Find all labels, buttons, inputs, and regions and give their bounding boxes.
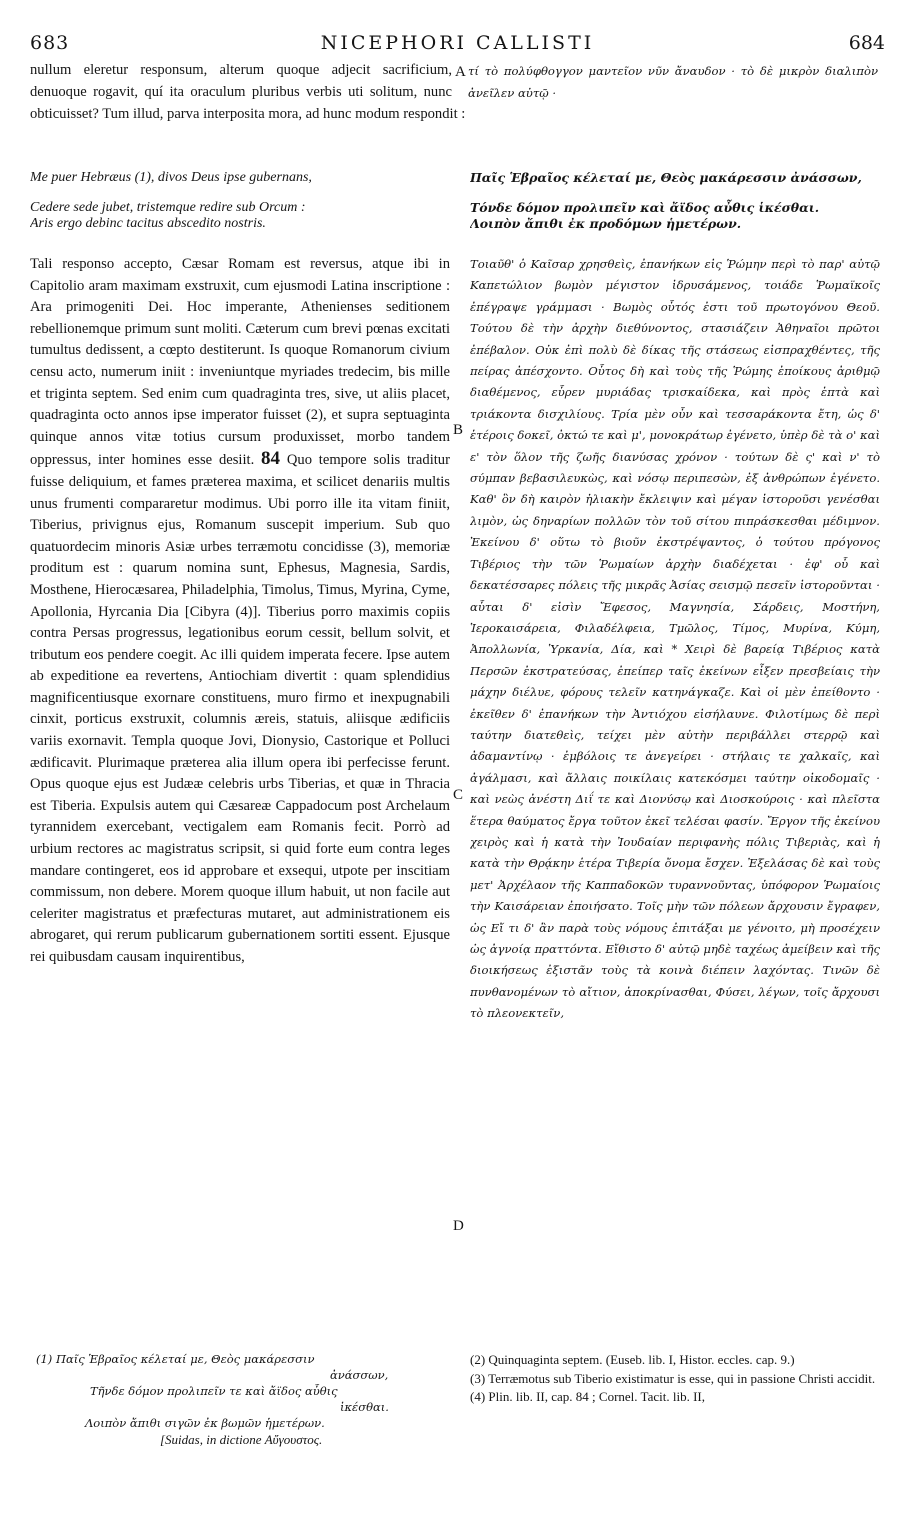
verse-greek-line: Τόνδε δόμον προλιπεῖν καὶ ἄϊδος αὖθις ἱκέσθαι. (470, 200, 820, 215)
footnote-line: ἱκέσθαι. (340, 1400, 389, 1414)
intro-latin: nullum eleretur responsum, alterum quoque adjecit sacrificium, denuoque rogavit, quí ita oraculum pluribus verbis uti solitum, nunc (30, 62, 452, 100)
verse-greek (470, 170, 880, 240)
verse-greek-line: Παῖς Ἑβραῖος κέλεταί με, Θεὸς μακάρεσσιν ἀνάσσων, (470, 170, 862, 185)
verse-latin (30, 170, 450, 240)
footnote-line: (1) Παῖς Ἑβραῖος κέλεταί με, Θεὸς μακάρεσσιν (36, 1352, 315, 1366)
footnote-line: Λοιπὸν ἄπιθι σιγῶν ἐκ βωμῶν ἡμετέρων. (85, 1416, 325, 1430)
footnote-line: ἀνάσσων, (330, 1368, 389, 1382)
margin-marker-a: A (455, 64, 466, 80)
latin-column (30, 254, 450, 1338)
latin-paragraph: Tali responso accepto, Cæsar Romam est reversus, atque ibi in Capitolio aram maximam exstruxit, cum ejusmodi Latina inscriptione : Ara primogeniti Dei. Hoc imperante, Athenienses seditionem rebellionemque primum sunt moliti. Cæterum cum brevi pœnas excitati tumultus dedissent, a cœpto destiterunt. Is quoque Romanorum civium censu acto, numerum iniit : inveniuntque myriades tredecim, bis mille et triginta septem. Sed enim cum quadraginta tres, sive, ut aliis placet, quadraginta octo annos ipse imperator fuisset (2), et supra septuaginta quinque annos vitæ totius cursum produxisset, morbo tandem oppressus, inter homines esse desiit. (30, 256, 450, 469)
section-number: 84 (261, 448, 281, 470)
footnote-1 (30, 1350, 450, 1462)
running-header (30, 30, 885, 56)
margin-marker-c: C (453, 787, 464, 803)
greek-column: Τοιαῦθ' ὁ Καῖσαρ χρησθεὶς, ἐπανήκων εἰς Ῥώμην περὶ τὸ παρ' αὐτῷ Καπετώλιον βωμὸν μέγιστον ἱδρυσάμενος, τοιάδε Ῥωμαϊκοῖς ἐπέγραψε γράμμασι · Βωμὸς οὗτός ἐστι τοῦ πρωτογόνου Θεοῦ. Τούτου δὲ τὴν ἀρχὴν διεθύνοντος, στασιάζειν Ἀθηναῖοι πρῶτοι ἐπέβαλον. Οὐκ ἐπὶ πολὺ δὲ δίκας τῆς στάσεως εἰσπραχθέντες, τῆς πείρας ἀπέσχοντο. Οὗτος δὴ καὶ τοὺς τῆς Ῥώμης ἐποίκους ἀριθμῷ διαθέμενος, εὗρεν μυριάδας τρισκαίδεκα, καὶ πρὸς ἑπτὰ καὶ τριάκοντα δισχιλίους. Τρία μὲν οὖν καὶ τεσσαράκοντα ἔτη, ὡς δ' ἑτέροις δοκεῖ, ὀκτώ τε καὶ μ', μονοκράτωρ ἐγένετο, ὑπὲρ δὲ τὰ ο' καὶ ε' τὸν ὅλον τῆς ζωῆς διανύσας χρόνον · τούτων δὲ ς' καὶ ν' τὸ σύμπαν βεβασιλευκὼς, καὶ νόσῳ περιπεσὼν, ἐξ ἀνθρώπων ἐγένετο. Καθ' ὃν δὴ καιρὸν ἡλιακὴν ἔκλειψιν καὶ μέγαν ἱστοροῦσι γενέσθαι λιμὸν, ὡς δηναρίων πολλῶν τὸν τοῦ σίτου πιπράσκεσθαι μέδιμνον. Ἐκείνου δ' οὕτω τὸ βιοῦν ἐκστρέψαντος, ὁ τούτου πρόγονος Τιβέριος τὴν τῶν Ῥωμαίων ἀρχὴν διαδέχεται · ἐφ' οὗ καὶ δεκατέσσαρες πόλεις τῆς μικρᾶς Ἀσίας σεισμῷ πεσεῖν ἱστοροῦνται · αὗται δ' εἰσὶν Ἔφεσος, Μαγνησία, Σάρδεις, Μοστήνη, Ἱεροκαισάρεια, Φιλαδέλφεια, Τμῶλος, Τίμος, Μυρίνα, Κύμη, Ἀπολλωνία, Ὑρκανία, Δία, καὶ * Χειρὶ δὲ βαρείᾳ Τιβέριος κατὰ Περσῶν ἐκστρατεύσας, ἐπείπερ ταῖς ἐκείνων εἶξεν πρεσβείαις τὴν μάχην διέλυε, φόρους τελεῖν κατηνάγκαζε. Καὶ οἱ μὲν ἐπείθοντο · ἐκεῖθεν δ' ἐπανήκων τὴν Ἀντιόχου εἰσήλαυνε. Φιλοτίμως δὲ περὶ ταύτην διατεθεὶς, τείχει μὲν αὐτὴν περιβάλλει στερρῷ καὶ ἀδαμαντίνῳ · ἐμβόλοις τε ἀνεγείρει · στήλαις τε χαλκαῖς, καὶ ἀγάλμασι, καὶ ἄλλαις ποικίλαις κατεκόσμει ταύτην οἰκοδομαῖς · καὶ νεὼς ἀνέστη Διΐ τε καὶ Διονύσῳ καὶ Διοσκούροις · καὶ πλεῖστα ἕτερα θαύματος ἔργα τοῦτον ἐκεῖ τελέσαι φασίν. Ἔργον τῆς ἐκείνου χειρὸς καὶ ἡ κατὰ τὴν Ἰουδαίαν περιφανὴς πόλις Τιβεριὰς, καὶ ἡ κατὰ τὴν Θρᾴκην ἑτέρα Τιβερία ὄνομα ἔσχεν. Ἐξελάσας δὲ καὶ τοὺς μετ' Ἀρχέλαον τῆς Καππαδοκῶν τυραννοῦντας, ὑπόφορον Ῥωμαίοις τὴν Καισάρειαν ἐποιήσατο. Τοῖς μὴν τῶν πόλεων ἄρχουσιν ἔγραφεν, ὡς Εἴ τι δ' ἂν παρὰ τοὺς νόμους ἐπιτάξαι με γένοιτο, μὴ προσέχειν ὡς ἀγνοίᾳ πραττόντα. Εἴθιστο δ' αὐτῷ μηδὲ ταχέως ἀμείβειν καὶ τῆς διοικήσεως ἐξιστᾶν τοὺς τὰ κοινὰ διέπειν λαχόντας. Τινῶν δὲ πυνθανομένων τὸ αἴτιον, ἀποκρίνασθαι, Φύσει, λέγων, τοῖς ἄρχουσι τὸ πλεονεκτεῖν, (470, 257, 880, 1021)
page-number-right: 684 (848, 32, 885, 54)
margin-marker-b: B (453, 422, 464, 438)
footnote-2: (2) Quinquaginta septem. (Euseb. lib. I, Histor. eccles. cap. 9.) (470, 1352, 795, 1367)
margin-marker-d: D (453, 1218, 464, 1234)
running-title: NICEPHORI CALLISTI (320, 32, 595, 54)
verse-latin-line: Cedere sede jubet, tristemque redire sub Orcum : (30, 200, 306, 215)
footnote-line: [Suidas, in dictione Αὔγουστος. (160, 1432, 323, 1447)
intro-continuation: obticuisset? Tum illud, parva interposita mora, ad hunc modum respondit : (30, 106, 466, 122)
latin-paragraph: Quo tempore solis traditur fuisse deliquium, et fames præterea maxima, et scilicet denariis multis unus frumenti compararetur modimus. Ubi porro ille ita vitam finiit, Tiberius, privignus ejus, Romanum suscepit imperium. Sub quo quatuordecim minoris Asiæ urbes terræmotu concidisse (3), memoriæ proditum est : quarum nomina sunt, Ephesus, Magnesia, Sardis, Mosthene, Hierocæsarea, Philadelphia, Timolus, Timus, Myrina, Cyme, Apollonia, Hyrcania Dia [Cibyra (4)]. Tiberius porro maximis copiis contra Persas progressus, legationibus eorum cessit, bellum solvit, et tributum eos pendere coegit. Ac illi quidem imperata fecere. Ipse autem ab expeditione ea revertens, Antiochiam divertit : quam splendidius magnificentiusque exornare constituens, muro firmo et inexpugnabili cinxit, porticus exstruxit, columnis æreis, statuis, aliisque ædificiis variis exornavit. Templa quoque Jovi, Dionysio, Castorique et Polluci ædificavit. Plurimaque præterea alia illum opera ibi perfecisse ferunt. Opus quoque ejus est Judææ celebris urbs Tiberias, et quæ in Thracia est Tiberia. Expulsis autem qui Cæsareæ Cappadocum post Archelaum tyrannidem exercebant, vectigalem eam Romanis fecit. Porrò ad urbium rectores ac magistratus scripsit, si quid forte eum contra leges mandare contingeret, eos id approbare et exsequi, utpote per inscitiam commissum, non debere. Morem quoque illum habuit, ut non facile aut celeriter magistratus et præfecturas mutaret, aut administrationem eis abrogaret, qui rerum publicarum gubernationem sortiti essent. Ejusque rei quibusdam causam inquirentibus, (30, 452, 450, 965)
verse-latin-line: Aris ergo debinc tacitus abscedito nostris. (30, 216, 266, 231)
page-number-left: 683 (30, 32, 70, 54)
footnote-3: (3) Terræmotus sub Tiberio existimatur is esse, qui in passione Christi accidit. (470, 1370, 876, 1386)
footnotes-right (470, 1352, 880, 1462)
intro-greek: τί τὸ πολύφθογγον μαντεῖον νῦν ἄναυδον · τὸ δὲ μικρὸν διαλιπὸν ἀνεῖλεν αὐτῷ · (468, 64, 878, 100)
verse-latin-line: Me puer Hebræus (1), divos Deus ipse gubernans, (30, 170, 312, 185)
footnote-4: (4) Plin. lib. II, cap. 84 ; Cornel. Tacit. lib. II, (470, 1389, 705, 1404)
verse-greek-line: Λοιπὸν ἄπιθι ἐκ προδόμων ἡμετέρων. (470, 216, 742, 231)
footnote-line: Τῆνδε δόμον προλιπεῖν τε καὶ ἄϊδος αὖθις (90, 1384, 338, 1398)
